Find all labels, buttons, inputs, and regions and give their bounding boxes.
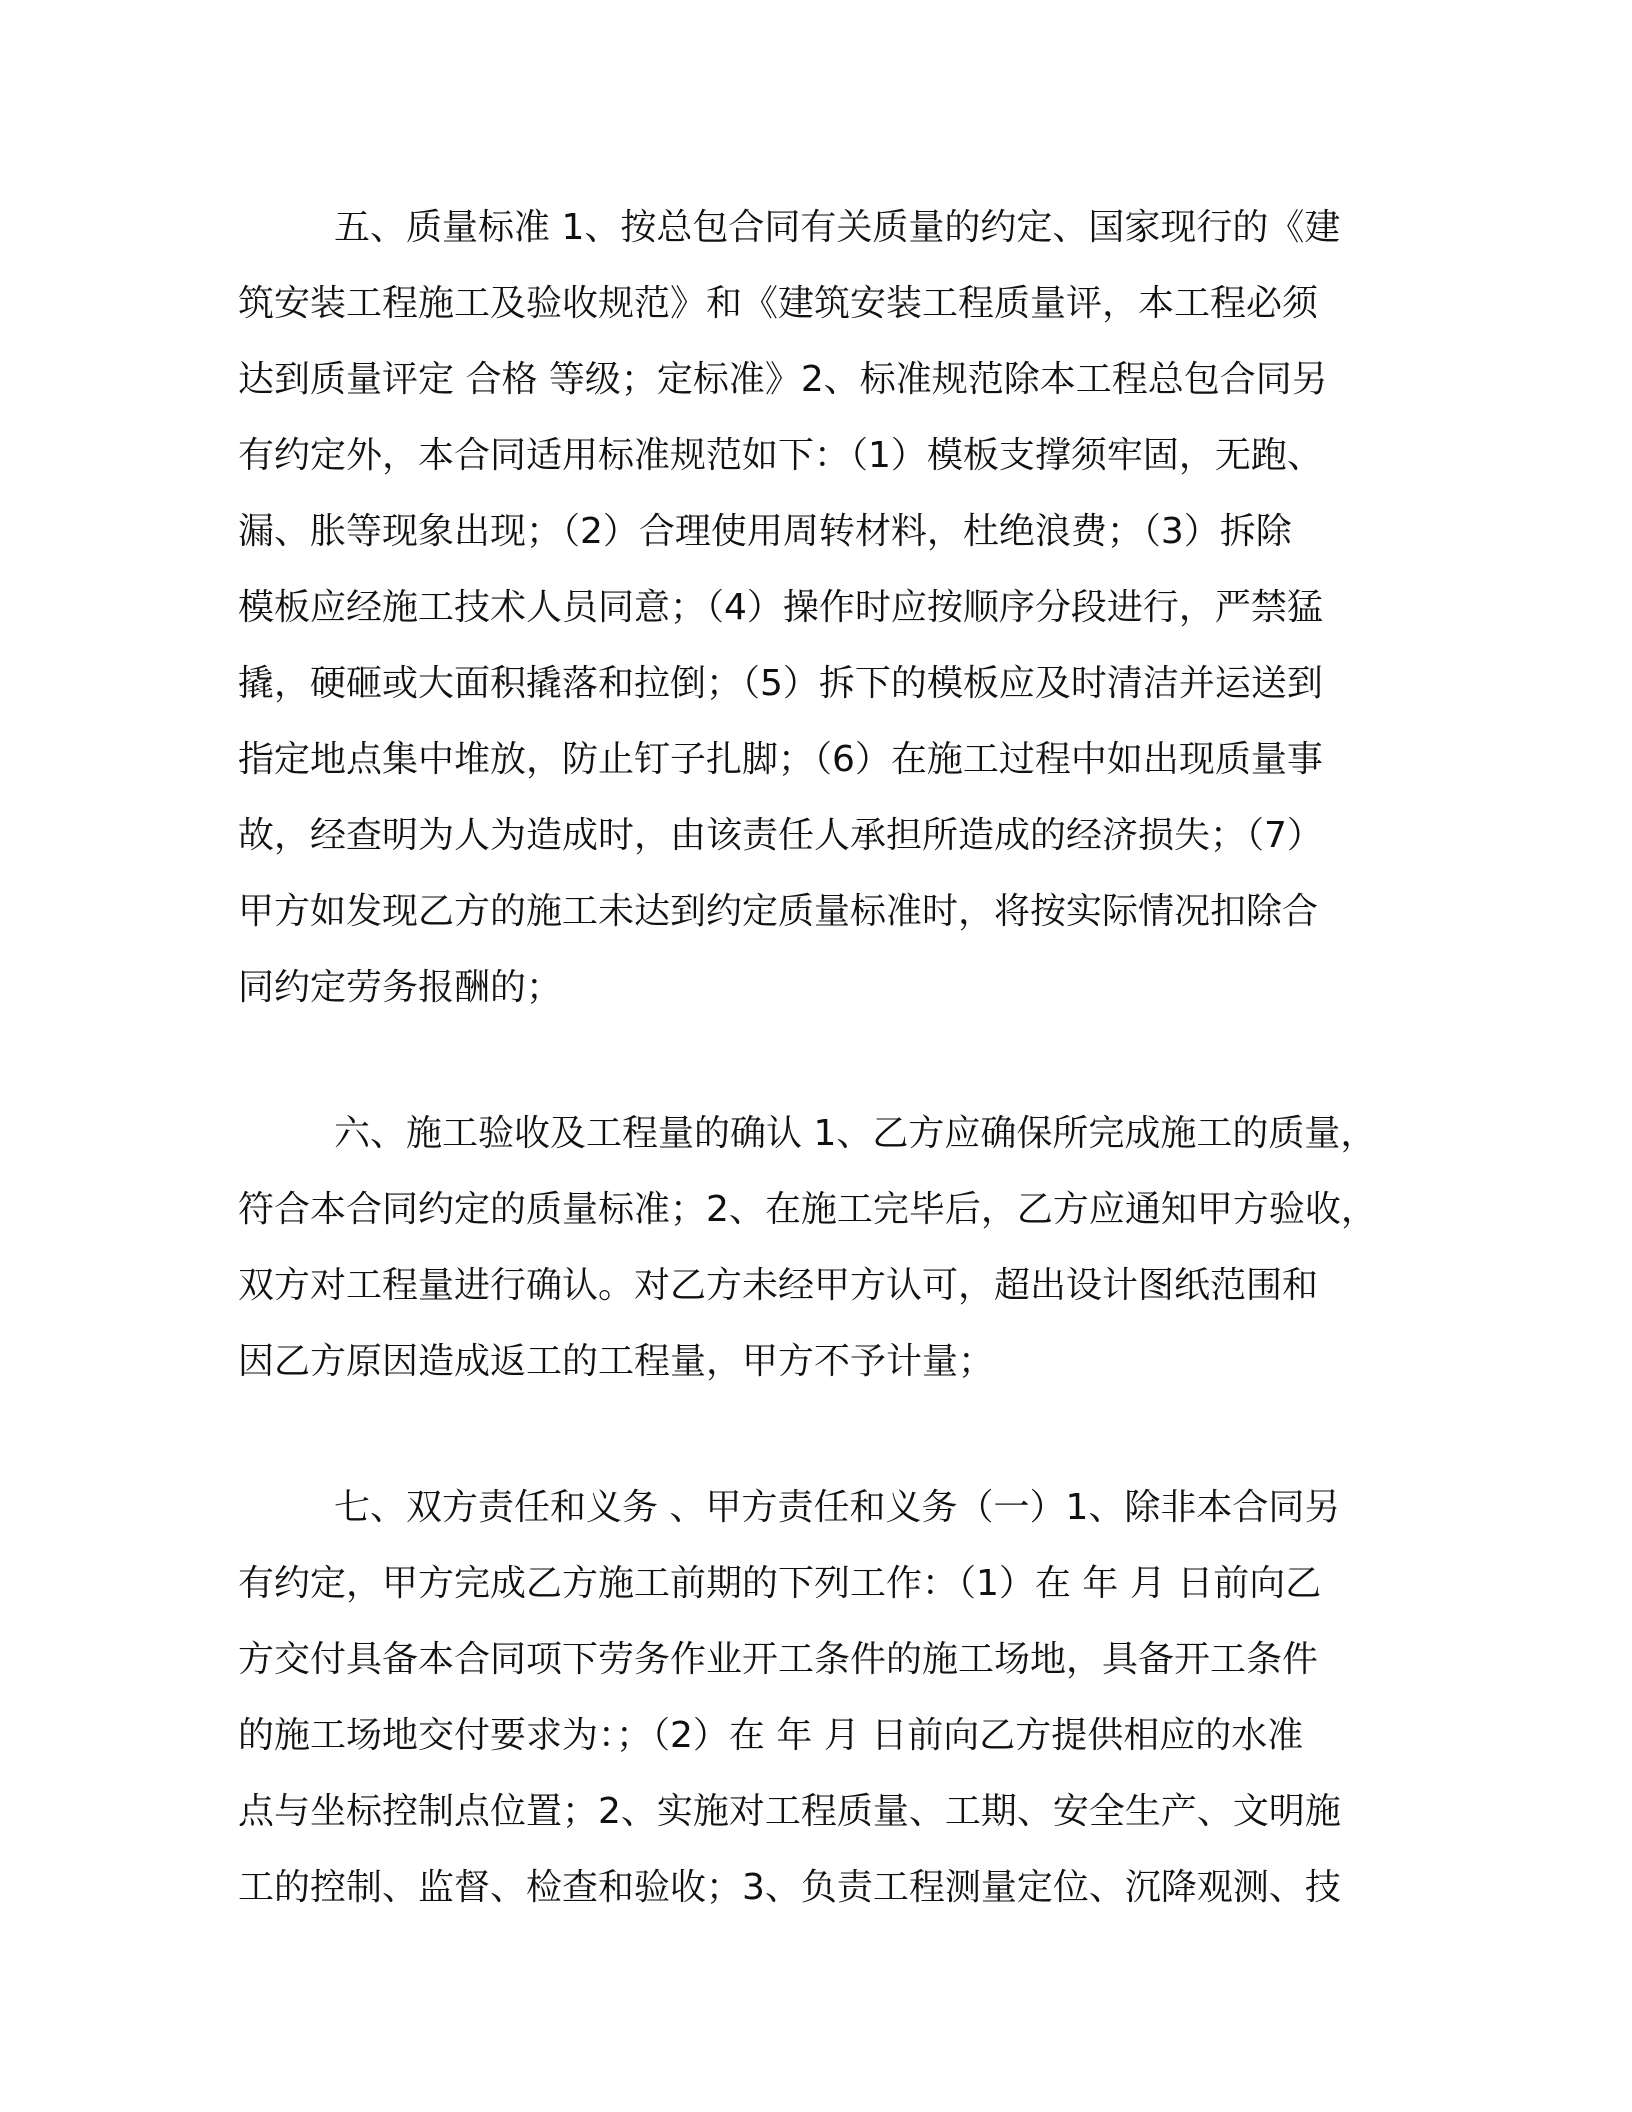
paragraph-line: 有约定外，本合同适用标准规范如下：（1）模板支撑须牢固，无跑、 [238,435,1323,476]
paragraph-line: 工的控制、监督、检查和验收；3、负责工程测量定位、沉降观测、技 [238,1867,1341,1908]
paragraph-line: 模板应经施工技术人员同意；（4）操作时应按顺序分段进行，严禁猛 [238,587,1323,628]
paragraph-gap [238,1026,1390,1096]
paragraph-line: 双方对工程量进行确认。对乙方未经甲方认可，超出设计图纸范围和 [238,1265,1319,1306]
paragraph-line: 七、双方责任和义务 、甲方责任和义务（一）1、除非本合同另 [334,1487,1341,1528]
paragraph-line: 符合本合同约定的质量标准；2、在施工完毕后，乙方应通知甲方验收， [238,1189,1377,1230]
paragraph-line: 指定地点集中堆放，防止钉子扎脚；（6）在施工过程中如出现质量事 [238,739,1323,780]
paragraph-line: 筑安装工程施工及验收规范》和《建筑安装工程质量评，本工程必须 [238,283,1319,324]
document-body [238,190,1390,1926]
paragraph-line: 达到质量评定 合格 等级；定标准》2、标准规范除本工程总包合同另 [238,359,1328,400]
paragraph-line: 点与坐标控制点位置；2、实施对工程质量、工期、安全生产、文明施 [238,1791,1341,1832]
paragraph-line: 有约定，甲方完成乙方施工前期的下列工作：（1）在 年 月 日前向乙 [238,1563,1322,1604]
paragraph-line: 方交付具备本合同项下劳务作业开工条件的施工场地，具备开工条件 [238,1639,1319,1680]
paragraph-line: 甲方如发现乙方的施工未达到约定质量标准时，将按实际情况扣除合 [238,891,1319,932]
paragraph-gap [238,1400,1390,1470]
paragraph-line: 故，经查明为人为造成时，由该责任人承担所造成的经济损失；（7） [238,815,1323,856]
section-quality-standard [238,190,1390,1026]
paragraph-line: 同约定劳务报酬的； [238,967,563,1008]
paragraph-line: 撬，硬砸或大面积撬落和拉倒；（5）拆下的模板应及时清洁并运送到 [238,663,1323,704]
paragraph-line: 漏、胀等现象出现；（2）合理使用周转材料，杜绝浪费；（3）拆除 [238,511,1292,552]
paragraph-line: 五、质量标准 1、按总包合同有关质量的约定、国家现行的《建 [334,207,1341,248]
paragraph-line: 六、施工验收及工程量的确认 1、乙方应确保所完成施工的质量， [334,1113,1377,1154]
paragraph-line: 的施工场地交付要求为：；（2）在 年 月 日前向乙方提供相应的水准 [238,1715,1304,1756]
paragraph-line: 因乙方原因造成返工的工程量，甲方不予计量； [238,1341,995,1382]
section-responsibilities [238,1470,1390,1926]
section-acceptance [238,1096,1390,1400]
